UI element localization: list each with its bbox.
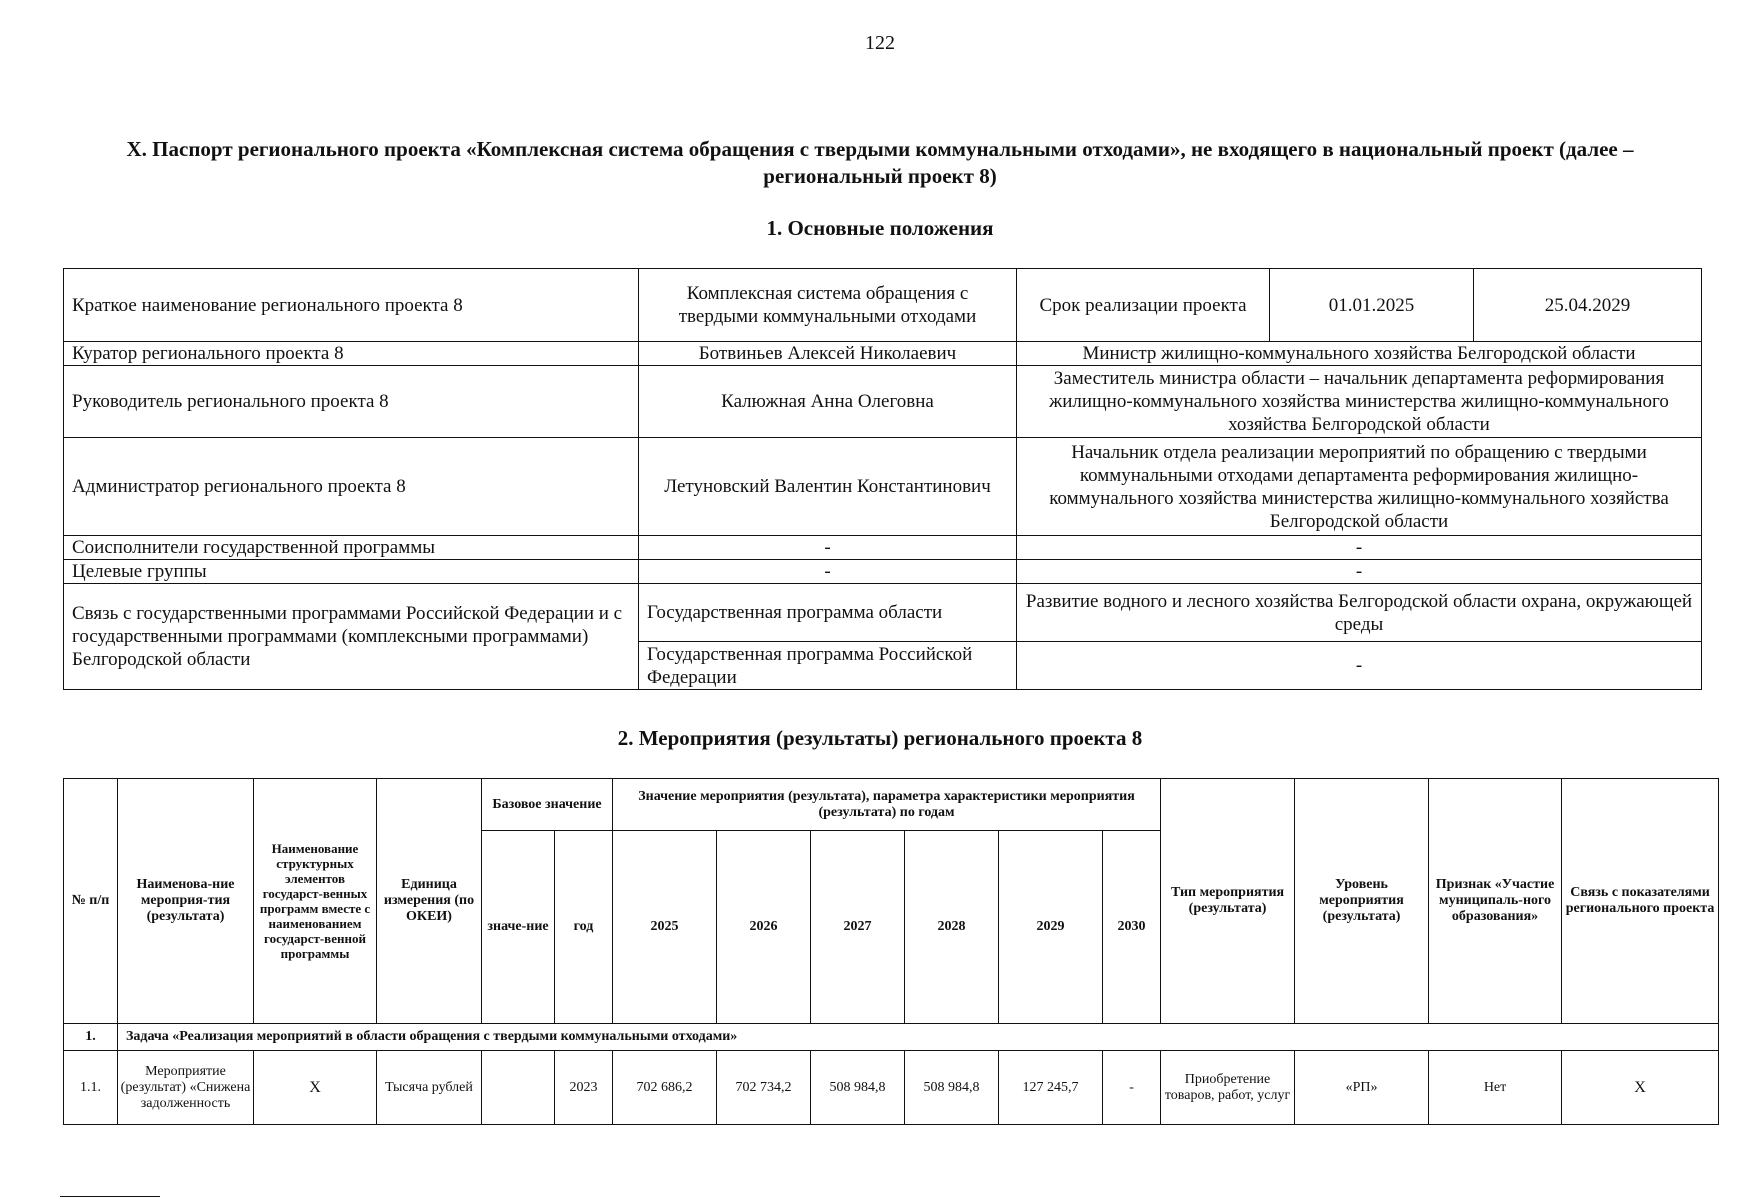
row-unit: Тысяча рублей <box>377 1051 482 1125</box>
passport-table <box>63 268 1702 690</box>
coexecutors-label: Соисполнители государственной программы <box>64 536 639 560</box>
leader-label: Руководитель регионального проекта 8 <box>64 366 639 438</box>
leader-position: Заместитель министра области – начальник департамента реформирования жилищно-коммунального хозяйства министерства жилищно-коммунального хозяйства Белгородской области <box>1017 366 1702 438</box>
short-name-label: Краткое наименование регионального проекта 8 <box>64 269 639 342</box>
short-name-value: Комплексная система обращения с твердыми коммунальными отходами <box>639 269 1017 342</box>
curator-name: Ботвиньев Алексей Николаевич <box>639 342 1017 366</box>
page-number: 122 <box>865 32 895 54</box>
header-year-2025: 2025 <box>613 831 717 1024</box>
document-title: X. Паспорт регионального проекта «Комплексная система обращения с твердыми коммунальными отходами», не входящего в национальный проект (далее – региональный проект 8) <box>126 137 1634 188</box>
header-base-year: год <box>555 831 613 1024</box>
header-year-2028: 2028 <box>905 831 999 1024</box>
target-groups-label: Целевые группы <box>64 560 639 584</box>
target-groups-value: - <box>639 560 1017 584</box>
header-year-2029: 2029 <box>999 831 1103 1024</box>
links-regional-value: Развитие водного и лесного хозяйства Белгородской области охрана, окружающей среды <box>1017 584 1702 642</box>
header-base-value: значе-ние <box>482 831 555 1024</box>
header-name: Наименова-ние мероприя-тия (результата) <box>118 779 254 1024</box>
section-2-title: 2. Мероприятия (результаты) регионального проекта 8 <box>617 726 1143 750</box>
links-label: Связь с государственными программами Российской Федерации и с государственными программами (комплексными программами) Белгородской области <box>64 584 639 690</box>
header-year-2026: 2026 <box>717 831 811 1024</box>
header-unit: Единица измерения (по ОКЕИ) <box>377 779 482 1024</box>
row-value-2025: 702 686,2 <box>613 1051 717 1125</box>
header-year-2027: 2027 <box>811 831 905 1024</box>
row-curator <box>64 342 1702 366</box>
row-value-2027: 508 984,8 <box>811 1051 905 1125</box>
row-link: X <box>1562 1051 1719 1125</box>
events-table <box>63 778 1719 1125</box>
period-start: 01.01.2025 <box>1270 269 1474 342</box>
admin-label: Администратор регионального проекта 8 <box>64 438 639 536</box>
links-regional-label: Государственная программа области <box>639 584 1017 642</box>
header-values-by-year: Значение мероприятия (результата), параметра характеристики мероприятия (результата) по годам <box>613 779 1161 831</box>
row-structural: X <box>254 1051 377 1125</box>
row-coexecutors <box>64 536 1702 560</box>
header-level: Уровень мероприятия (результата) <box>1295 779 1429 1024</box>
header-year-2030: 2030 <box>1103 831 1161 1024</box>
row-base-value <box>482 1051 555 1125</box>
events-header-row-1 <box>64 779 1719 831</box>
row-leader <box>64 366 1702 438</box>
task-row <box>64 1024 1719 1051</box>
curator-position: Министр жилищно-коммунального хозяйства Белгородской области <box>1017 342 1702 366</box>
row-name: Мероприятие (результат) «Снижена задолженность <box>118 1051 254 1125</box>
row-target-groups <box>64 560 1702 584</box>
header-type: Тип мероприятия (результата) <box>1161 779 1295 1024</box>
row-type: Приобретение товаров, работ, услуг <box>1161 1051 1295 1125</box>
header-structural: Наименование структурных элементов государст-венных программ вместе с наименованием государст-венной программы <box>254 779 377 1024</box>
curator-label: Куратор регионального проекта 8 <box>64 342 639 366</box>
row-value-2029: 127 245,7 <box>999 1051 1103 1125</box>
coexecutors-position: - <box>1017 536 1702 560</box>
coexecutors-value: - <box>639 536 1017 560</box>
task-text: Задача «Реализация мероприятий в области обращения с твердыми коммунальными отходами» <box>118 1024 1719 1051</box>
row-short-name <box>64 269 1702 342</box>
row-municipal: Нет <box>1429 1051 1562 1125</box>
leader-name: Калюжная Анна Олеговна <box>639 366 1017 438</box>
row-value-2026: 702 734,2 <box>717 1051 811 1125</box>
header-num: № п/п <box>64 779 118 1024</box>
admin-position: Начальник отдела реализации мероприятий по обращению с твердыми коммунальными отходами департамента реформирования жилищно-коммунального хозяйства министерства жилищно-коммунального хозяйства Белгородской области <box>1017 438 1702 536</box>
period-label: Срок реализации проекта <box>1017 269 1270 342</box>
links-federal-value: - <box>1017 642 1702 690</box>
row-value-2028: 508 984,8 <box>905 1051 999 1125</box>
row-base-year: 2023 <box>555 1051 613 1125</box>
section-1-title: 1. Основные положения <box>766 216 994 240</box>
header-municipal: Признак «Участие муниципаль-ного образования» <box>1429 779 1562 1024</box>
period-end: 25.04.2029 <box>1474 269 1702 342</box>
links-federal-label: Государственная программа Российской Федерации <box>639 642 1017 690</box>
task-num: 1. <box>64 1024 118 1051</box>
row-value-2030: - <box>1103 1051 1161 1125</box>
admin-name: Летуновский Валентин Константинович <box>639 438 1017 536</box>
header-link: Связь с показателями регионального проекта <box>1562 779 1719 1024</box>
row-num: 1.1. <box>64 1051 118 1125</box>
row-admin <box>64 438 1702 536</box>
target-groups-position: - <box>1017 560 1702 584</box>
footnote-divider <box>60 1196 160 1197</box>
row-links-regional <box>64 584 1702 642</box>
row-level: «РП» <box>1295 1051 1429 1125</box>
table-row <box>64 1051 1719 1125</box>
header-base: Базовое значение <box>482 779 613 831</box>
